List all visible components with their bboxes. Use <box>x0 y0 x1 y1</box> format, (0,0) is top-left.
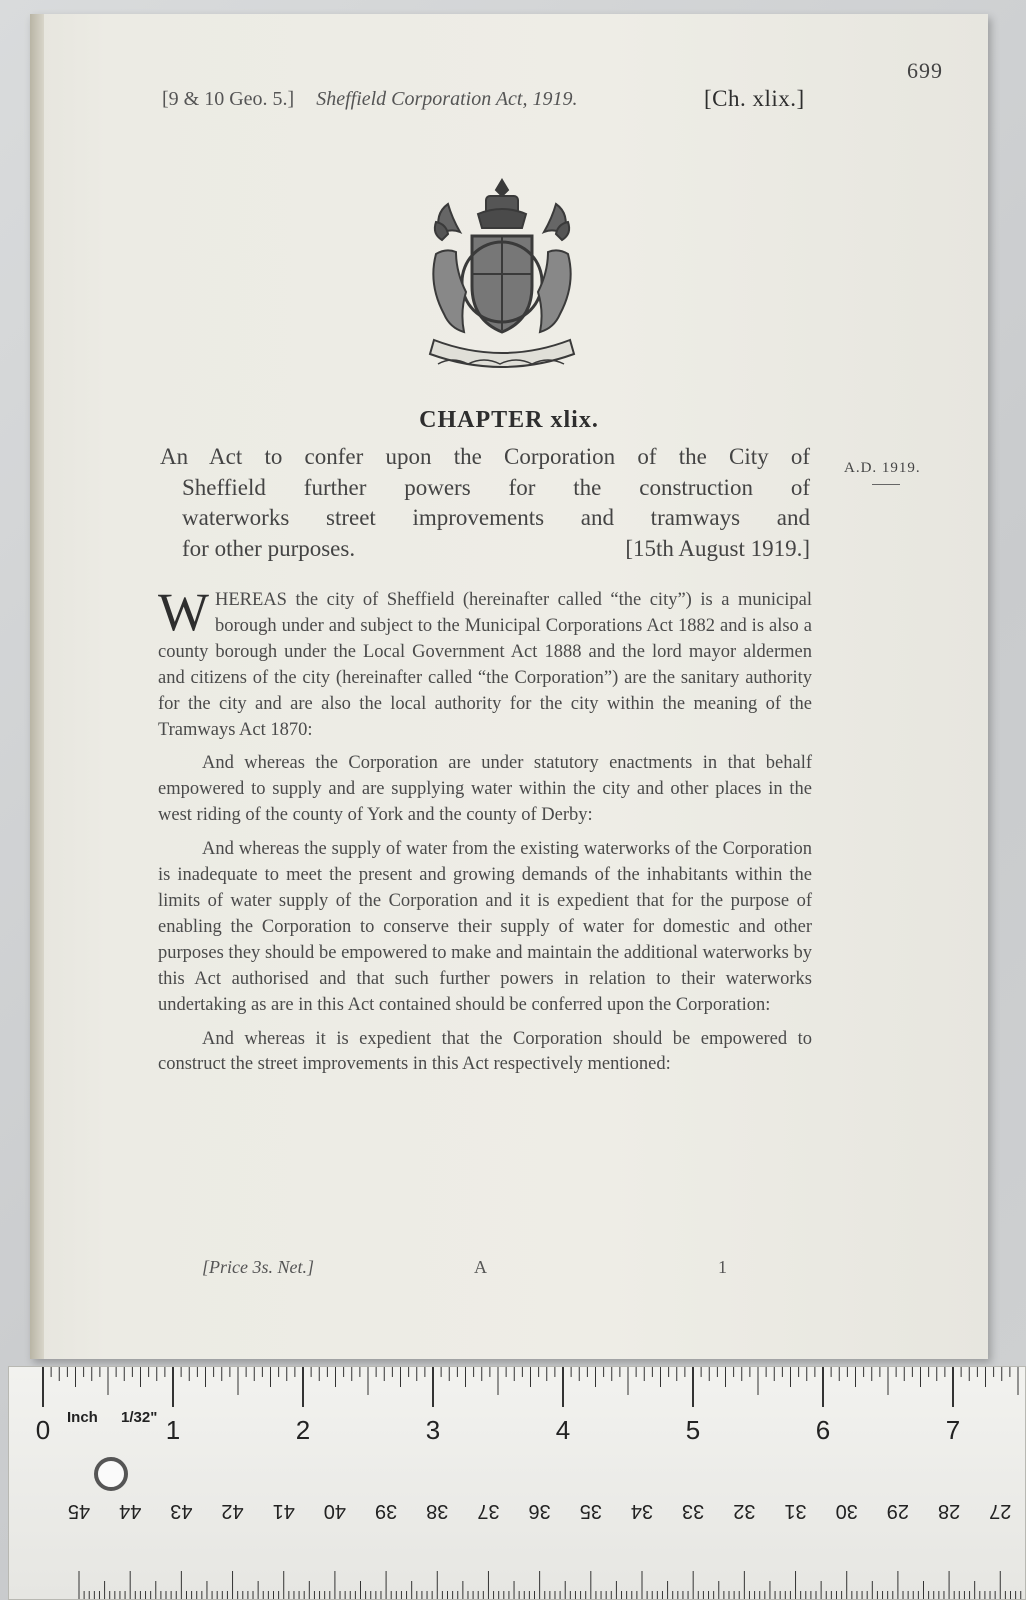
ruler-cm-number: 41 <box>272 1500 295 1522</box>
regnal-year: [9 & 10 Geo. 5.] <box>162 88 295 110</box>
act-short-title: Sheffield Corporation Act, 1919. <box>316 88 578 110</box>
sheet-number: 1 <box>718 1257 727 1277</box>
margin-note-rule <box>872 484 900 485</box>
ruler-cm-number: 31 <box>784 1500 807 1522</box>
drop-cap: W <box>158 582 209 642</box>
long-title-line: An Act to confer upon the Corporation of the City of <box>160 444 810 469</box>
ruler-unit-label: Inch <box>67 1409 98 1426</box>
preamble-paragraph: WHEREAS the city of Sheffield (hereinafter called “the city”) is a municipal borough under and subject to the Municipal Corporations Act 1882 and is also a county borough under the Local Government Act 1888 and the lord mayor aldermen and citizens of the city (hereinafter called “the Corporation”) are the sanitary authority for the city and are also the local authority for the city within the meaning of the Tramways Act 1870: <box>158 582 812 740</box>
ruler-cm-number: 35 <box>579 1500 602 1522</box>
ruler-cm-number: 42 <box>221 1500 244 1522</box>
ruler-inch-number: 7 <box>945 1415 961 1445</box>
ruler-cm-number: 40 <box>323 1500 347 1522</box>
long-title-end: for other purposes. <box>182 535 356 561</box>
measuring-ruler <box>8 1366 1026 1600</box>
ruler-cm-number: 39 <box>374 1500 398 1522</box>
royal-assent-date: [15th August 1919.] <box>625 535 810 561</box>
ruler-cm-number: 34 <box>630 1500 654 1522</box>
page-spine-edge <box>30 14 44 1359</box>
running-head <box>162 88 872 111</box>
long-title-last-line <box>160 534 810 565</box>
long-title <box>160 442 810 564</box>
ruler-cm-number: 29 <box>886 1500 910 1522</box>
ruler-cm-number: 36 <box>528 1500 551 1522</box>
ruler-cm-number: 28 <box>937 1500 961 1522</box>
long-title-line: waterworks street improvements and tramways and <box>182 505 810 530</box>
ruler-inch-number: 2 <box>295 1415 311 1445</box>
ruler-inch-number: 1 <box>165 1415 181 1445</box>
ruler-cm-number: 45 <box>67 1500 91 1522</box>
ruler-cm-number: 43 <box>170 1500 193 1522</box>
signature-mark: A <box>474 1257 487 1277</box>
price-note: [Price 3s. Net.] <box>202 1257 314 1277</box>
ruler-cm-number: 30 <box>835 1500 858 1522</box>
page-number: 699 <box>907 58 943 83</box>
margin-note-year: A.D. 1919. <box>844 460 921 476</box>
ruler-inch-number: 4 <box>555 1415 571 1445</box>
ruler-cm-number: 33 <box>682 1500 705 1522</box>
preamble-paragraph: And whereas the Corporation are under statutory enactments in that behalf empowered to supply and are supplying water within the city and other places in the west riding of the county of York and the county of Derby: <box>158 753 812 826</box>
long-title-line: Sheffield further powers for the construction of <box>182 474 810 500</box>
ruler-inch-number: 0 <box>35 1415 51 1445</box>
chapter-ref: [Ch. xlix.] <box>704 86 805 111</box>
ruler-cm-number: 32 <box>733 1500 756 1522</box>
ruler-cm-number: 27 <box>989 1500 1012 1522</box>
document-page <box>30 14 988 1359</box>
ruler-cm-number: 44 <box>119 1500 142 1522</box>
chapter-heading: CHAPTER xlix. <box>419 407 599 433</box>
ruler-cm-number: 38 <box>426 1500 449 1522</box>
ruler-fraction-label: 1/32" <box>121 1409 158 1426</box>
ruler-inch-number: 5 <box>685 1415 701 1445</box>
ruler-inch-number: 6 <box>815 1415 831 1445</box>
ruler-hang-hole <box>94 1457 128 1491</box>
ruler-inch-number: 3 <box>425 1415 441 1445</box>
preamble <box>158 582 812 1086</box>
ruler-cm-number: 37 <box>477 1500 500 1522</box>
ruler-scale <box>9 1367 1026 1600</box>
preamble-paragraph: And whereas it is expedient that the Corporation should be empowered to construct the street improvements in this Act respectively mentioned: <box>158 1028 812 1075</box>
preamble-paragraph: And whereas the supply of water from the existing waterworks of the Corporation is inadequate to meet the present and growing demands of the inhabitants within the limits of water supply of the Corporation and it is expedient that for the purpose of enabling the Corporation to conserve their supply of water for domestic and other purposes they should be empowered to make and maintain the additional waterworks by this Act authorised and that such further powers in relation to their waterworks undertaking as are in this Act contained should be conferred upon the Corporation: <box>158 839 812 1015</box>
royal-coat-of-arms-icon <box>418 174 586 384</box>
